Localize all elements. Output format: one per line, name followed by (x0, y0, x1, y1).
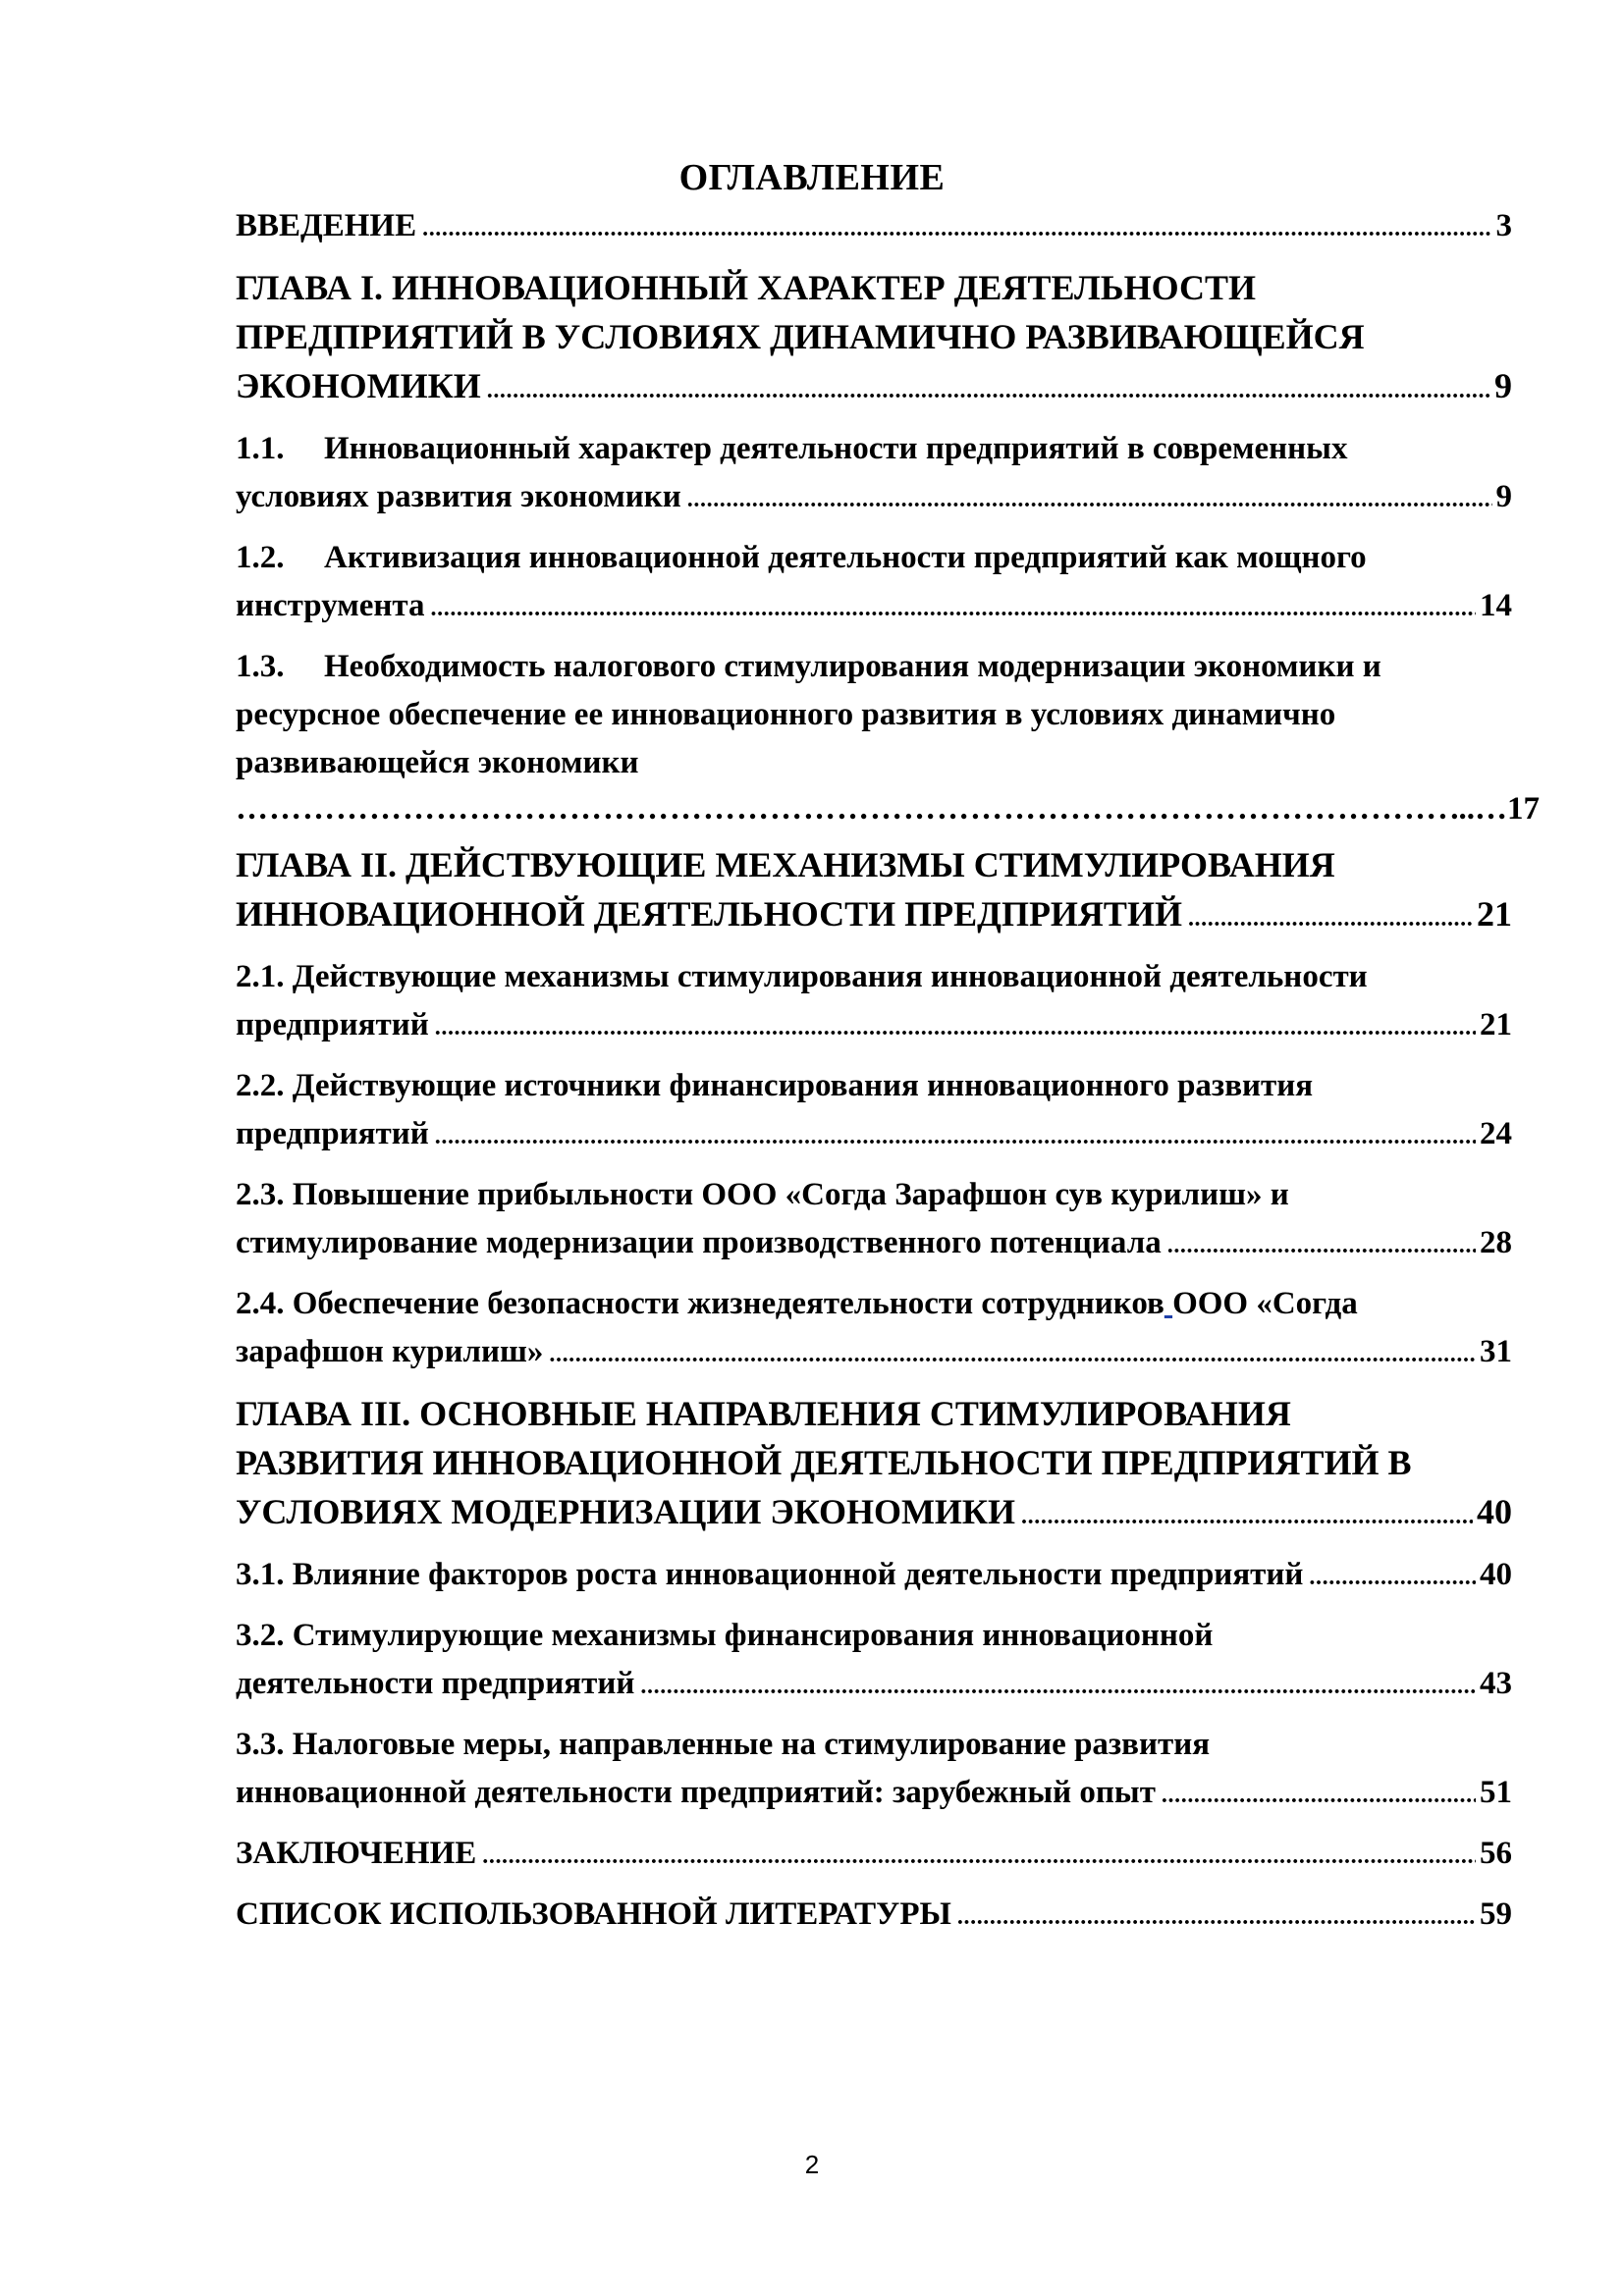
section-number: 1.2. (236, 540, 285, 575)
leader-dots (1309, 1551, 1476, 1602)
toc-page-number: 17 (1507, 791, 1540, 827)
toc-entry-section-1-3[interactable] (236, 643, 1540, 830)
leader-dots (422, 202, 1491, 253)
toc-page-number: 9 (1495, 479, 1512, 514)
leader-dots-end: ...… (1450, 791, 1507, 827)
toc-entry-line: развивающейся экономики (236, 745, 639, 780)
toc-entry-line: 3.3. Налоговые меры, направленные на стимулирование развития (236, 1727, 1211, 1762)
toc-entry-label: деятельности предприятий (236, 1666, 635, 1701)
section-number: 1.3. (236, 649, 285, 684)
hyperlink-mark[interactable] (1164, 1286, 1172, 1321)
page-number: 2 (804, 2150, 820, 2179)
toc-entry-line: ООО «Согда (1172, 1286, 1358, 1321)
toc-entry-line: Необходимость налогового стимулирования модернизации экономики и (324, 649, 1381, 684)
leader-dots (236, 787, 1450, 830)
toc-entry-label: инновационной деятельности предприятий: зарубежный опыт (236, 1775, 1156, 1810)
toc-entry-label: ЗАКЛЮЧЕНИЕ (236, 1836, 477, 1871)
toc-entry-label: условиях развития экономики (236, 479, 681, 514)
toc-entry-line: 2.4. Обеспечение безопасности жизнедеятельности сотрудников (236, 1286, 1164, 1321)
toc-entry-label: ВВЕДЕНИЕ (236, 208, 417, 243)
toc-page-number: 40 (1477, 1492, 1512, 1531)
toc-page-number: 59 (1480, 1896, 1512, 1932)
toc-entry-section-1-2[interactable] (236, 534, 1512, 633)
toc-page-number: 56 (1480, 1836, 1512, 1871)
leader-dots (1162, 1769, 1476, 1820)
toc-entry-label: предприятий (236, 1007, 429, 1042)
leader-dots (1167, 1219, 1476, 1270)
toc-entry-label: зарафшон курилиш» (236, 1334, 544, 1369)
toc-entry-line: ресурсное обеспечение ее инновационного развития в условиях динамично (236, 697, 1336, 732)
leader-dots (640, 1660, 1476, 1711)
toc-entry-line: ПРЕДПРИЯТИЙ В УСЛОВИЯХ ДИНАМИЧНО РАЗВИВАЮЩЕЙСЯ (236, 317, 1365, 356)
toc-entry-label: стимулирование модернизации производственного потенциала (236, 1225, 1162, 1260)
toc-entry-conclusion[interactable] (236, 1830, 1512, 1881)
toc-entry-line: ГЛАВА I. ИННОВАЦИОННЫЙ ХАРАКТЕР ДЕЯТЕЛЬНОСТИ (236, 268, 1257, 307)
leader-dots (487, 361, 1490, 415)
leader-dots (1021, 1487, 1473, 1541)
toc-page-number: 28 (1480, 1225, 1512, 1260)
toc-entry-chapter-3[interactable] (236, 1389, 1512, 1541)
toc-entry-label: 3.1. Влияние факторов роста инновационной деятельности предприятий (236, 1557, 1304, 1592)
toc-entry-label: СПИСОК ИСПОЛЬЗОВАННОЙ ЛИТЕРАТУРЫ (236, 1896, 951, 1932)
toc-page-number: 51 (1480, 1775, 1512, 1810)
toc-page-number: 21 (1477, 894, 1512, 934)
toc-entry-label: предприятий (236, 1116, 429, 1151)
toc-entry-line: 3.2. Стимулирующие механизмы финансирования инновационной (236, 1618, 1214, 1653)
toc-page-number: 21 (1480, 1007, 1512, 1042)
toc-page-number: 9 (1494, 366, 1512, 405)
toc-entry-chapter-1[interactable] (236, 263, 1512, 415)
leader-dots (1188, 889, 1473, 943)
toc-entry-line: 2.3. Повышение прибыльности ООО «Согда Зарафшон сув курилиш» и (236, 1177, 1289, 1212)
toc-page-number: 31 (1480, 1334, 1512, 1369)
toc-entry-line: ГЛАВА III. ОСНОВНЫЕ НАПРАВЛЕНИЯ СТИМУЛИРОВАНИЯ (236, 1394, 1291, 1433)
toc-page-number: 14 (1480, 588, 1512, 623)
toc-entry-chapter-2[interactable] (236, 840, 1512, 943)
section-number: 1.1. (236, 431, 285, 466)
toc-entry-label: ЭКОНОМИКИ (236, 366, 481, 405)
toc-entry-line: ГЛАВА II. ДЕЙСТВУЮЩИЕ МЕХАНИЗМЫ СТИМУЛИРОВАНИЯ (236, 845, 1335, 884)
toc-entry-section-1-1[interactable] (236, 425, 1512, 524)
toc-entry-section-2-3[interactable] (236, 1171, 1512, 1270)
leader-dots (687, 473, 1492, 524)
leader-dots (957, 1891, 1476, 1942)
toc-entry-references[interactable] (236, 1891, 1512, 1942)
leader-dots (435, 1001, 1476, 1052)
toc-title: ОГЛАВЛЕНИЕ (678, 157, 946, 198)
table-of-contents (236, 202, 1540, 1942)
toc-page-number: 3 (1495, 208, 1512, 243)
toc-entry-line: 2.1. Действующие механизмы стимулирования инновационной деятельности (236, 959, 1368, 994)
toc-entry-line: Активизация инновационной деятельности предприятий как мощного (324, 540, 1367, 575)
toc-entry-line: Инновационный характер деятельности предприятий в современных (324, 431, 1348, 466)
toc-entry-section-2-1[interactable] (236, 953, 1512, 1052)
leader-dots (482, 1830, 1476, 1881)
toc-entry-section-3-3[interactable] (236, 1721, 1512, 1820)
toc-entry-section-2-4[interactable] (236, 1280, 1512, 1379)
toc-entry-section-3-1[interactable] (236, 1551, 1512, 1602)
toc-page-number: 43 (1480, 1666, 1512, 1701)
leader-dots (549, 1328, 1476, 1379)
toc-entry-section-3-2[interactable] (236, 1612, 1512, 1711)
toc-entry-label: инструмента (236, 588, 425, 623)
toc-entry-section-2-2[interactable] (236, 1062, 1512, 1161)
leader-dots (431, 582, 1476, 633)
toc-entry-line: РАЗВИТИЯ ИННОВАЦИОННОЙ ДЕЯТЕЛЬНОСТИ ПРЕДПРИЯТИЙ В (236, 1443, 1412, 1482)
toc-entry-line: 2.2. Действующие источники финансирования инновационного развития (236, 1068, 1314, 1103)
toc-page-number: 24 (1480, 1116, 1512, 1151)
toc-entry-intro[interactable] (236, 202, 1512, 253)
leader-dots (435, 1110, 1476, 1161)
toc-page-number: 40 (1480, 1557, 1512, 1592)
toc-entry-label: ИННОВАЦИОННОЙ ДЕЯТЕЛЬНОСТИ ПРЕДПРИЯТИЙ (236, 894, 1182, 934)
toc-entry-label: УСЛОВИЯХ МОДЕРНИЗАЦИИ ЭКОНОМИКИ (236, 1492, 1016, 1531)
